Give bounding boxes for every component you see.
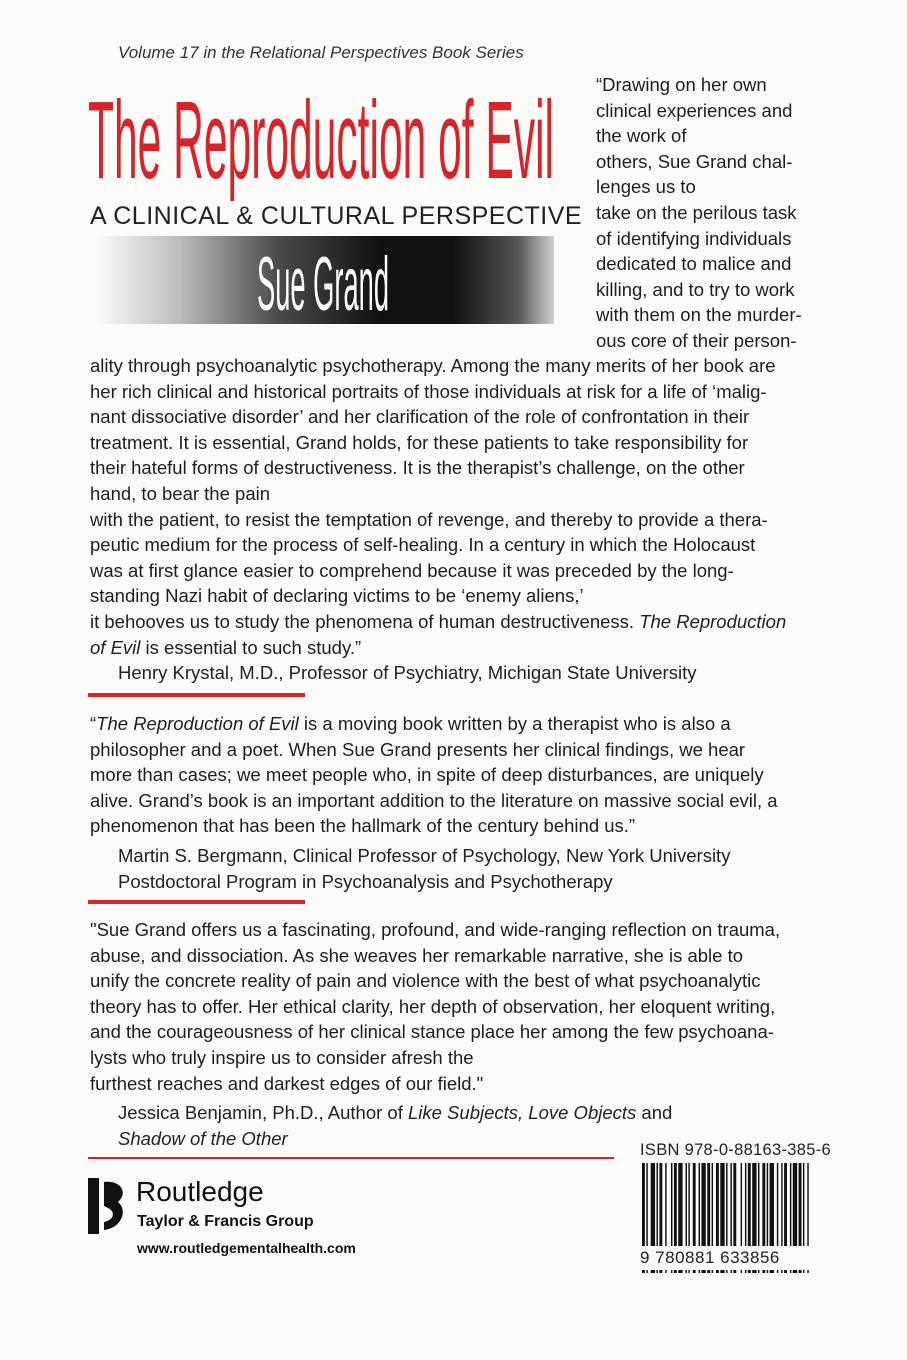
quote1-line: was at first glance easier to comprehend because it was preceded by the long- (90, 559, 734, 581)
divider-rule (88, 693, 305, 697)
quote2-line: phenomenon that has been the hallmark of the century behind us.” (90, 815, 636, 837)
quote2-line: alive. Grand’s book is an important addition to the literature on massive social evil, a (90, 789, 778, 811)
quote1-side-line: others, Sue Grand chal- (596, 150, 793, 172)
quote3-line: theory has to offer. Her ethical clarity, her depth of observation, her eloquent writing, (90, 995, 776, 1017)
quote1-side-line: “Drawing on her own (596, 74, 767, 95)
quote1-side-line: ous core of their person- (596, 329, 797, 351)
series-note: Volume 17 in the Relational Perspectives Book Series (118, 43, 524, 62)
quote1-side-line: clinical experiences and (596, 99, 793, 121)
quote1-line: ality through psychoanalytic psychotherapy. Among the many merits of her book are (90, 355, 776, 376)
book-title (88, 66, 558, 202)
quote3-body (90, 917, 830, 1096)
quote1-line (90, 609, 830, 635)
quote2-line (90, 711, 830, 737)
quote1-side-line: killing, and to try to work (596, 278, 795, 300)
quote2-line-text: is a moving book written by a therapist who is also a (298, 713, 731, 734)
quote2-line: philosopher and a poet. When Sue Grand presents her clinical findings, we hear (90, 738, 746, 760)
book-subtitle: A CLINICAL & CULTURAL PERSPECTIVE (90, 202, 583, 230)
quote1-line-text: it behooves us to study the phenomena of human destructiveness. (90, 610, 640, 632)
quote3-line: unify the concrete reality of pain and violence with the best of what psychoanalytic (90, 970, 761, 992)
quote1-line: treatment. It is essential, Grand holds, for these patients to take responsibility for (90, 431, 749, 453)
quote1-side-line: take on the perilous task (596, 201, 797, 223)
publisher-group: Taylor & Francis Group (137, 1213, 314, 1230)
quote2-attribution-line: Postdoctoral Program in Psychoanalysis and Psychotherapy (118, 871, 613, 892)
quote1-line-text: is essential to such study.” (140, 636, 362, 658)
quote1-body (90, 353, 830, 660)
quote1-line: with the patient, to resist the temptation of revenge, and thereby to provide a thera- (90, 508, 768, 530)
publisher-url[interactable]: www.routledgementalhealth.com (137, 1240, 356, 1256)
author-name-text: Sue Grand (257, 242, 389, 327)
quote1-line: nant dissociative disorder’ and her clarification of the role of confrontation in their (90, 406, 750, 428)
quote2-attribution (118, 843, 730, 895)
quote1-side-line: of identifying individuals (596, 227, 792, 249)
publisher-name: Routledge (136, 1176, 264, 1207)
quote1-line: hand, to bear the pain (90, 482, 271, 504)
quote2-book-title: The Reproduction of Evil (96, 713, 299, 734)
quote2-line: more than cases; we meet people who, in spite of deep disturbances, are uniquely (90, 764, 764, 786)
quote3-line: and the courageousness of her clinical stance place her among the few psychoana- (90, 1021, 774, 1043)
quote3-attribution-text: and (636, 1102, 673, 1123)
quote1-side-column (596, 72, 846, 354)
routledge-logo-icon (88, 1176, 128, 1236)
quote1-side-line: dedicated to malice and (596, 253, 792, 275)
barcode-number: 9 780881 633856 (640, 1248, 780, 1267)
quote2-open-mark: “ (90, 713, 97, 734)
quote1-side-line: with them on the murder- (596, 304, 802, 326)
divider-rule (88, 1157, 614, 1159)
quote2-body (90, 711, 830, 839)
book-title-text: The Reproduction of Evil (88, 79, 554, 202)
quote1-line: her rich clinical and historical portraits of those individuals at risk for a life of ‘malig- (90, 380, 767, 402)
quote1-book-title: The Reproduction (639, 610, 787, 632)
quote1-book-title: of Evil (90, 636, 141, 658)
isbn-label: ISBN 978-0-88163-385-6 (640, 1141, 831, 1159)
quote1-line: peutic medium for the process of self-healing. In a century in which the Holocaust (90, 534, 756, 556)
quote3-line: abuse, and dissociation. As she weaves her remarkable narrative, she is able to (90, 944, 744, 966)
quote3-line: furthest reaches and darkest edges of our field." (90, 1072, 484, 1094)
quote3-line: "Sue Grand offers us a fascinating, profound, and wide-ranging reflection on trauma, (90, 919, 781, 940)
quote3-book-title: Shadow of the Other (118, 1128, 288, 1149)
quote1-attribution: Henry Krystal, M.D., Professor of Psychiatry, Michigan State University (118, 662, 697, 683)
quote3-attribution-line (118, 1126, 672, 1152)
quote3-attribution-text: Jessica Benjamin, Ph.D., Author of (118, 1102, 408, 1123)
quote3-book-title: Like Subjects, Love Objects (407, 1102, 637, 1123)
quote1-side-line: lenges us to (596, 176, 696, 198)
quote1-side-line: the work of (596, 125, 687, 147)
quote3-line: lysts who truly inspire us to consider afresh the (90, 1046, 474, 1068)
quote1-line: standing Nazi habit of declaring victims to be ‘enemy aliens,’ (90, 585, 584, 607)
quote1-line (90, 635, 830, 661)
quote3-attribution-line (118, 1100, 672, 1126)
quote2-attribution-line: Martin S. Bergmann, Clinical Professor of Psychology, New York University (118, 845, 731, 866)
quote1-line: their hateful forms of destructiveness. It is the therapist’s challenge, on the other (90, 457, 745, 479)
quote3-attribution (118, 1100, 672, 1152)
divider-rule (88, 900, 305, 904)
author-name (253, 236, 393, 327)
